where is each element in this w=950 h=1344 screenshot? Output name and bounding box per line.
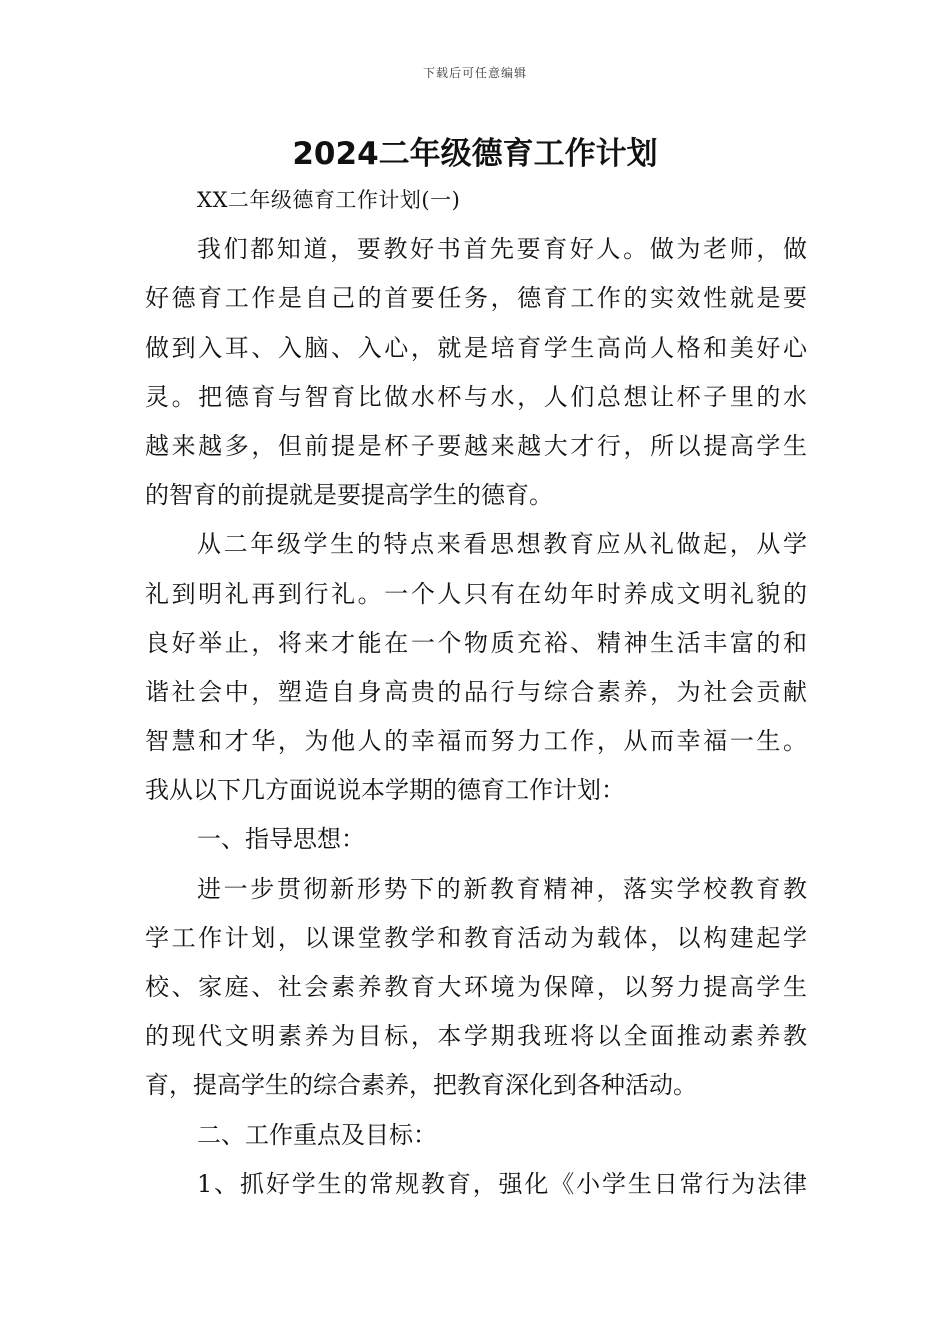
- paragraph-line: 良好举止，将来才能在一个物质充裕、精神生活丰富的和: [145, 628, 807, 657]
- paragraph-guiding-ideology: [145, 865, 807, 1111]
- paragraph-line: 谐社会中，塑造自身高贵的品行与综合素养，为社会贡献: [145, 677, 807, 706]
- paragraph-line: 学工作计划，以课堂教学和教育活动为载体，以构建起学: [145, 923, 807, 952]
- paragraph-line: 做到入耳、入脑、入心，就是培育学生高尚人格和美好心: [145, 333, 807, 362]
- paragraph-line: 1、抓好学生的常规教育，强化《小学生日常行为法律: [197, 1169, 807, 1198]
- paragraph-routine-education: [145, 1160, 807, 1209]
- section-heading-key-work: 二、工作重点及目标：: [197, 1120, 437, 1149]
- document-subtitle: XX二年级德育工作计划(一): [197, 188, 461, 212]
- paragraph-line: 礼到明礼再到行礼。一个人只有在幼年时养成文明礼貌的: [145, 579, 807, 608]
- page-header-note: 下载后可任意编辑: [422, 66, 527, 80]
- paragraph-line: 灵。把德育与智育比做水杯与水，人们总想让杯子里的水: [145, 382, 807, 411]
- section-heading-guiding-ideology: 一、指导思想：: [197, 825, 365, 854]
- paragraph-etiquette: [145, 520, 807, 815]
- paragraph-line: 越来越多，但前提是杯子要越来越大才行，所以提高学生: [145, 431, 807, 460]
- paragraph-line: 好德育工作是自己的首要任务，德育工作的实效性就是要: [145, 284, 807, 313]
- paragraph-line: 智慧和才华，为他人的幸福而努力工作，从而幸福一生。: [145, 727, 807, 756]
- paragraph-line: 我们都知道，要教好书首先要育好人。做为老师，做: [197, 235, 807, 264]
- paragraph-line: 的现代文明素养为目标，本学期我班将以全面推动素养教: [145, 1022, 807, 1051]
- paragraph-line: 我从以下几方面说说本学期的德育工作计划：: [145, 776, 625, 805]
- paragraph-line: 校、家庭、社会素养教育大环境为保障，以努力提高学生: [145, 973, 807, 1001]
- paragraph-line: 的智育的前提就是要提高学生的德育。: [145, 481, 553, 510]
- paragraph-line: 进一步贯彻新形势下的新教育精神，落实学校教育教: [197, 874, 807, 903]
- paragraph-line: 育，提高学生的综合素养，把教育深化到各种活动。: [145, 1071, 697, 1100]
- paragraph-intro: [145, 225, 807, 520]
- document-body: [145, 176, 807, 1209]
- document-title: 2024二年级德育工作计划: [292, 136, 658, 172]
- paragraph-line: 从二年级学生的特点来看思想教育应从礼做起，从学: [197, 530, 807, 559]
